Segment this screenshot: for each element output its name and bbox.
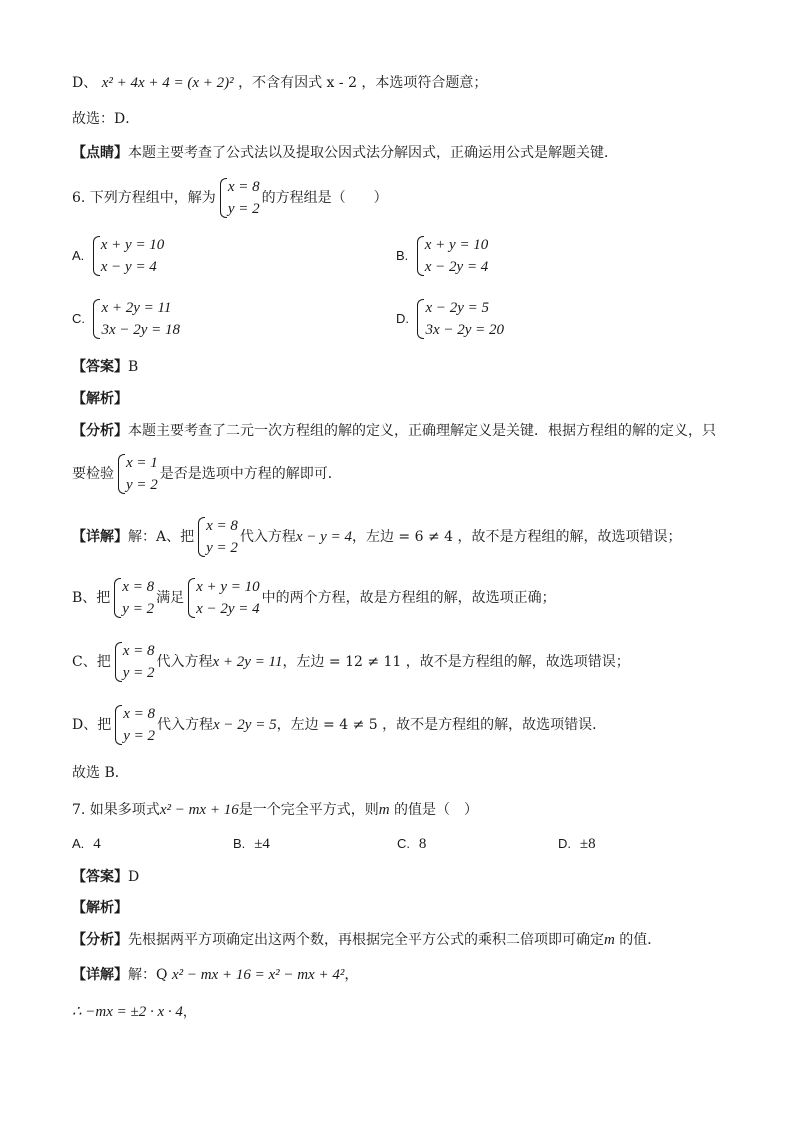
q6-jiexi: 【解析】 (72, 391, 128, 407)
check-system: x = 1 y = 2 (116, 452, 158, 496)
q6-fenxi-cont: 要检验 x = 1 y = 2 是否是选项中方程的解即可． (72, 452, 342, 496)
q6-solution-system: x = 8 y = 2 (218, 176, 260, 220)
q6-option-d[interactable]: D. x − 2y = 5 3x − 2y = 20 (396, 297, 506, 341)
option-a-system: x + y = 10 x − y = 4 (91, 234, 165, 278)
option-c-system: x + 2y = 11 3x − 2y = 18 (91, 297, 180, 341)
q6-detail-d: D、把 x = 8 y = 2 代入方程x − 2y = 5，左边 = 4 ≠ 5 ，故不是方程组的解，故选项错误． (72, 703, 606, 747)
q6-detail-a: 【详解】解：A、把 x = 8 y = 2 代入方程x − y = 4，左边 = 6 ≠ 4 ，故不是方程组的解，故选项错误； (72, 515, 682, 559)
factor-expression: x² + 4x + 4 = (x + 2)² (101, 75, 234, 91)
suffix: ，不含有因式 x - 2 ，本选项符合题意； (238, 75, 488, 91)
q7-answer: 【答案】D (72, 869, 140, 885)
q6-fenxi: 【分析】本题主要考查了二元一次方程组的解的定义，正确理解定义是关键．根据方程组的解的定义，只 (72, 423, 716, 439)
d-option-explanation (72, 73, 487, 93)
q6-suffix: 的方程组是（ ） (261, 190, 388, 206)
detail-b-system: x = 8 y = 2 (112, 576, 154, 620)
q7-stem: 7. 如果多项式x² − mx + 16是一个完全平方式，则m 的值是（ ） (72, 802, 478, 818)
conclusion-d: 故选：D． (72, 111, 140, 127)
q7-last-step: ∴ −mx = ±2 · x · 4， (72, 1004, 196, 1020)
q6-conclusion: 故选 B． (72, 765, 129, 781)
dianjing-note (72, 143, 618, 163)
q7-option-d[interactable]: D. ±8 (558, 836, 596, 852)
q6-option-b[interactable]: B. x + y = 10 x − 2y = 4 (396, 234, 490, 278)
prefix: D、 (72, 75, 98, 91)
q7-option-b[interactable]: B. ±4 (233, 836, 270, 852)
q6-stem (72, 176, 388, 220)
q6-option-c[interactable]: C. x + 2y = 11 3x − 2y = 18 (72, 297, 182, 341)
option-d-system: x − 2y = 5 3x − 2y = 20 (415, 297, 504, 341)
detail-a-system: x = 8 y = 2 (196, 515, 238, 559)
detail-c-system: x = 8 y = 2 (113, 640, 155, 684)
q6-detail-c: C、把 x = 8 y = 2 代入方程x + 2y = 11，左边 = 12 ≠ 11 ，故不是方程组的解，故选项错误； (72, 640, 630, 684)
q7-jiexi: 【解析】 (72, 900, 128, 916)
q6-detail-b: B、把 x = 8 y = 2 满足 x + y = 10 x − 2y = 4 中的两个方程，故是方程组的解，故选项正确； (72, 576, 556, 620)
q6-answer: 【答案】B (72, 359, 139, 375)
detail-b-system2: x + y = 10 x − 2y = 4 (186, 576, 260, 620)
q7-option-c[interactable]: C. 8 (397, 836, 427, 852)
q7-fenxi: 【分析】先根据两平方项确定出这两个数，再根据完全平方公式的乘积二倍项即可确定m 的值． (72, 932, 662, 948)
detail-d-system: x = 8 y = 2 (113, 703, 155, 747)
q7-option-a[interactable]: A. 4 (72, 836, 101, 852)
option-b-system: x + y = 10 x − 2y = 4 (415, 234, 489, 278)
q6-prefix: 6. 下列方程组中，解为 (72, 190, 216, 206)
q7-detail: 【详解】解：Q x² − mx + 16 = x² − mx + 4²， (72, 967, 359, 983)
dianjing-tag: 【点睛】 (72, 145, 128, 161)
q6-option-a[interactable]: A. x + y = 10 x − y = 4 (72, 234, 166, 278)
dianjing-text: 本题主要考查了公式法以及提取公因式法分解因式，正确运用公式是解题关键． (128, 145, 618, 161)
